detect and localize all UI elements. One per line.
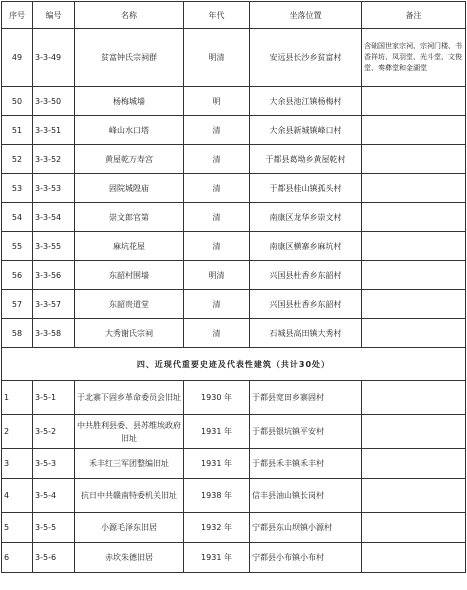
cell-location: 宁都县东山坝镇小源村 <box>250 513 362 543</box>
cell-note <box>362 543 466 573</box>
header-name: 名称 <box>75 2 184 29</box>
cell-location: 宁都县小布镇小布村 <box>250 543 362 573</box>
cell-name: 崇文郎官第 <box>75 203 184 232</box>
cell-code: 3-5-1 <box>33 381 75 415</box>
table-row <box>2 415 466 449</box>
cell-era: 清 <box>184 203 250 232</box>
table-row <box>2 479 466 513</box>
cell-note <box>362 261 466 290</box>
cell-name: 黄屋乾万寿宫 <box>75 145 184 174</box>
cell-name: 麻坑花屋 <box>75 232 184 261</box>
cell-note <box>362 87 466 116</box>
cell-seq: 53 <box>2 174 33 203</box>
cell-seq: 56 <box>2 261 33 290</box>
cell-name: 小源毛泽东旧居 <box>75 513 184 543</box>
table-row <box>2 29 466 87</box>
cell-code: 3-3-54 <box>33 203 75 232</box>
cell-code: 3-3-57 <box>33 290 75 319</box>
cell-seq: 6 <box>2 543 33 573</box>
cell-code: 3-3-53 <box>33 174 75 203</box>
cell-note <box>362 203 466 232</box>
cell-name: 抗日中共赣南特委机关旧址 <box>75 479 184 513</box>
table-row <box>2 87 466 116</box>
cell-name: 禾丰红三军团整编旧址 <box>75 449 184 479</box>
cell-name: 杨梅城墙 <box>75 87 184 116</box>
cell-note <box>362 513 466 543</box>
cell-era: 清 <box>184 290 250 319</box>
cell-location: 于都县宽田乡寨固村 <box>250 381 362 415</box>
cell-seq: 3 <box>2 449 33 479</box>
cell-note <box>362 290 466 319</box>
cell-note <box>362 415 466 449</box>
cell-era: 1938 年 <box>184 479 250 513</box>
table-row <box>2 203 466 232</box>
table-row <box>2 174 466 203</box>
cell-era: 1932 年 <box>184 513 250 543</box>
table-row <box>2 145 466 174</box>
cell-note <box>362 449 466 479</box>
cell-era: 1930 年 <box>184 381 250 415</box>
cell-seq: 55 <box>2 232 33 261</box>
cell-era: 明清 <box>184 261 250 290</box>
section-title: 四、近现代重要史迹及代表性建筑（共计30处） <box>2 348 466 381</box>
table-row <box>2 261 466 290</box>
cell-code: 3-3-49 <box>33 29 75 87</box>
cell-era: 1931 年 <box>184 543 250 573</box>
cell-location: 兴国县杜香乡东韶村 <box>250 261 362 290</box>
cell-location: 于都县银坑镇平安村 <box>250 415 362 449</box>
cell-seq: 54 <box>2 203 33 232</box>
cell-location: 安远县长沙乡贫富村 <box>250 29 362 87</box>
cell-name: 东韶贵道堂 <box>75 290 184 319</box>
cell-seq: 4 <box>2 479 33 513</box>
cell-note <box>362 145 466 174</box>
header-row <box>2 2 466 29</box>
cell-code: 3-3-51 <box>33 116 75 145</box>
table-row <box>2 543 466 573</box>
cell-location: 于都县禾丰镇禾丰村 <box>250 449 362 479</box>
cell-era: 明清 <box>184 29 250 87</box>
cell-note <box>362 174 466 203</box>
cell-code: 3-5-2 <box>33 415 75 449</box>
table-row <box>2 513 466 543</box>
cell-code: 3-5-3 <box>33 449 75 479</box>
cell-code: 3-5-5 <box>33 513 75 543</box>
cell-era: 清 <box>184 319 250 348</box>
cell-location: 南康区横寨乡麻坑村 <box>250 232 362 261</box>
section-row <box>2 348 466 381</box>
table-row <box>2 290 466 319</box>
header-note: 备注 <box>362 2 466 29</box>
cell-seq: 58 <box>2 319 33 348</box>
cell-seq: 52 <box>2 145 33 174</box>
cell-note <box>362 381 466 415</box>
cell-era: 明 <box>184 87 250 116</box>
header-location: 坐落位置 <box>250 2 362 29</box>
cell-location: 信丰县油山镇长岗村 <box>250 479 362 513</box>
cell-name: 中共胜利县委、县苏维埃政府旧址 <box>75 415 184 449</box>
cell-location: 于都县葛坳乡黄屋乾村 <box>250 145 362 174</box>
cell-code: 3-3-58 <box>33 319 75 348</box>
cell-era: 清 <box>184 174 250 203</box>
cell-note <box>362 116 466 145</box>
cell-name: 东韶村围墙 <box>75 261 184 290</box>
table-row <box>2 381 466 415</box>
cell-era: 清 <box>184 145 250 174</box>
cell-location: 于都县桂山镇孤头村 <box>250 174 362 203</box>
cell-era: 1931 年 <box>184 449 250 479</box>
cell-location: 大余县新城镇峰口村 <box>250 116 362 145</box>
cell-code: 3-3-52 <box>33 145 75 174</box>
cell-location: 石城县高田镇大秀村 <box>250 319 362 348</box>
cell-code: 3-3-55 <box>33 232 75 261</box>
table-row <box>2 232 466 261</box>
cell-name: 固院城隍庙 <box>75 174 184 203</box>
table-row <box>2 319 466 348</box>
heritage-table <box>1 1 466 573</box>
cell-code: 3-3-56 <box>33 261 75 290</box>
cell-code: 3-5-6 <box>33 543 75 573</box>
cell-name: 于北寨下固乡革命委员会旧址 <box>75 381 184 415</box>
cell-era: 1931 年 <box>184 415 250 449</box>
cell-seq: 51 <box>2 116 33 145</box>
cell-note <box>362 479 466 513</box>
cell-name: 赤坎朱德旧居 <box>75 543 184 573</box>
cell-location: 南康区龙华乡崇文村 <box>250 203 362 232</box>
cell-code: 3-3-50 <box>33 87 75 116</box>
cell-seq: 49 <box>2 29 33 87</box>
cell-seq: 57 <box>2 290 33 319</box>
header-era: 年代 <box>184 2 250 29</box>
header-seq: 序号 <box>2 2 33 29</box>
header-code: 编号 <box>33 2 75 29</box>
cell-location: 大余县池江镇杨梅村 <box>250 87 362 116</box>
cell-seq: 5 <box>2 513 33 543</box>
cell-note: 含础国世家宗祠、宗祠门楼、书香祥坊、凤羽堂、光斗堂、文俊堂、奏彝堂和金湖堂 <box>362 29 466 87</box>
table-row <box>2 116 466 145</box>
cell-note <box>362 232 466 261</box>
cell-seq: 2 <box>2 415 33 449</box>
cell-code: 3-5-4 <box>33 479 75 513</box>
cell-seq: 1 <box>2 381 33 415</box>
cell-era: 清 <box>184 232 250 261</box>
cell-era: 清 <box>184 116 250 145</box>
table-row <box>2 449 466 479</box>
cell-location: 兴国县杜香乡东韶村 <box>250 290 362 319</box>
cell-name: 大秀谢氏宗祠 <box>75 319 184 348</box>
cell-name: 贫富钟氏宗祠群 <box>75 29 184 87</box>
cell-note <box>362 319 466 348</box>
cell-name: 峰山水口塔 <box>75 116 184 145</box>
cell-seq: 50 <box>2 87 33 116</box>
